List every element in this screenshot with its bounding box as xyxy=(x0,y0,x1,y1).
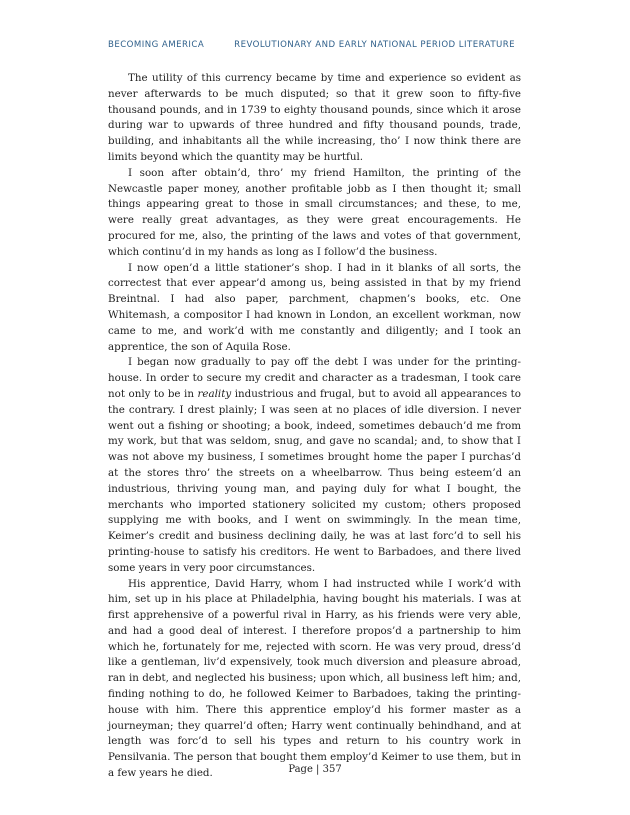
running-header xyxy=(108,40,515,50)
paragraph-newcastle-printing: I soon after obtain’d, thro’ my friend Hamilton, the printing of the Newcastle paper money, another profitable jobb as I then thought it; small things appearing great to those in small circumstances; and these, to me, were really great advantages, as they were great encouragements. He procured for me, also, the printing of the laws and votes of that government, which continu’d in my hands as long as I follow’d the business. xyxy=(108,166,521,258)
paragraph-stationer-shop: I now open’d a little stationer’s shop. I had in it blanks of all sorts, the correctest that ever appear’d among us, being assisted in that by my friend Breintnal. I had also paper, parchment, chapmen’s books, etc. One Whitemash, a compositor I had known in London, an excellent workman, now came to me, and work’d with me constantly and diligently; and I took an apprentice, the son of Aquila Rose. xyxy=(108,261,521,353)
section-title: REVOLUTIONARY AND EARLY NATIONAL PERIOD LITERATURE xyxy=(234,40,516,50)
paragraph-debt-text-start: I began now gradually to pay off the debt I was under for the printing-house. In order to secure my credit and character as a tradesman, I took care not only to be in xyxy=(108,356,521,400)
italic-emphasis: reality xyxy=(197,387,232,400)
paragraph-david-harry: His apprentice, David Harry, whom I had instructed while I work’d with him, set up in his place at Philadelphia, having bought his materials. I was at first apprehensive of a powerful rival in Harry, as his friends were very able, and had a good deal of interest. I therefore propos’d a partnership to him which he, fortunately for me, rejected with scorn. He was very proud, dress’d like a gentleman, liv’d expensively, took much diversion and pleasure abroad, ran in debt, and neglected his business; upon which, all business left him; and, finding nothing to do, he followed Keimer to Barbadoes, taking the printing-house with him. There this apprentice employ’d his former master as a journeyman; they quarrel’d often; Harry went continually behindhand, and at length was forc’d to sell his types and return to his country work in Pensilvania. The person that bought them employ’d Keimer to use them, but in a few years he died. xyxy=(108,577,521,780)
book-title: BECOMING AMERICA xyxy=(108,40,205,50)
page-number: Page | 357 xyxy=(288,764,342,775)
paragraph-paying-debt xyxy=(108,355,521,576)
paragraph-currency: The utility of this currency became by time and experience so evident as never afterwards to be much disputed; so that it grew soon to fifty-five thousand pounds, and in 1739 to eighty thousand pounds, since which it arose during war to upwards of three hundred and fifty thousand pounds, trade, building, and inhabitants all the while increasing, tho’ I now think there are limits beyond which the quantity may be hurtful. xyxy=(108,72,521,163)
body-text xyxy=(108,71,521,782)
paragraph-debt-text-end: industrious and frugal, but to avoid all appearances to the contrary. I drest plainly; I was seen at no places of idle diversion. I never went out a fishing or shooting; a book, indeed, sometimes debauch’d me from my work, but that was seldom, snug, and gave no scandal; and, to show that I was not above my business, I sometimes brought home the paper I purchas’d at the stores thro’ the streets on a wheelbarrow. Thus being esteem’d an industrious, thriving young man, and paying duly for what I bought, the merchants who imported stationery solicited my custom; others proposed supplying me with books, and I went on swimmingly. In the mean time, Keimer’s credit and business declining daily, he was at last forc’d to sell his printing-house to satisfy his creditors. He went to Barbadoes, and there lived some years in very poor circumstances. xyxy=(108,387,521,574)
